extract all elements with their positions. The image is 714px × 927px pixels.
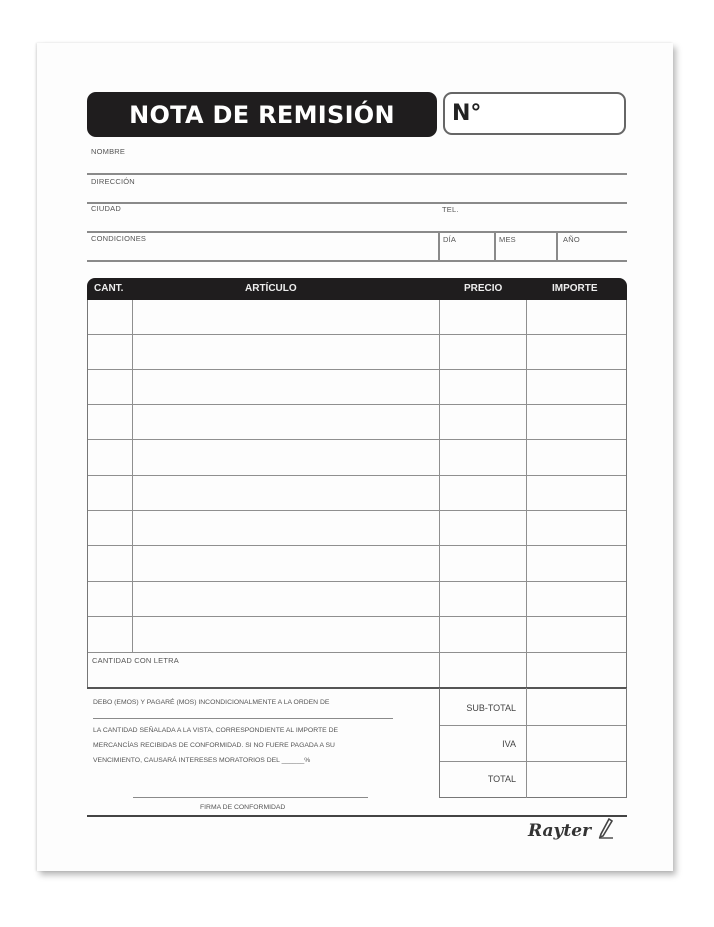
table-row[interactable] [88,616,626,617]
table-row[interactable] [88,545,626,546]
table-row[interactable] [88,334,626,335]
table-row[interactable] [88,439,626,440]
nombre-label: NOMBRE [91,147,126,156]
direccion-line[interactable] [87,202,627,204]
col-cant: CANT. [94,283,124,294]
totals-box [439,688,627,798]
tel-label: TEL. [442,205,459,214]
ciudad-label: CIUDAD [91,204,121,213]
brand-name: Rayter [528,821,592,841]
date-divider [556,232,558,260]
date-divider [494,232,496,260]
col-divider [526,688,527,798]
table-row[interactable] [88,510,626,511]
pagare-line-2: LA CANTIDAD SEÑALADA A LA VISTA, CORRESPONDIENTE AL IMPORTE DE [93,727,339,734]
date-divider [438,232,440,260]
items-table-header [87,278,627,300]
signature-line[interactable] [133,797,368,798]
col-divider [439,300,440,688]
col-importe: IMPORTE [552,283,598,294]
subtotal-label: SUB-TOTAL [466,703,516,713]
signature-label: FIRMA DE CONFORMIDAD [200,804,286,811]
condiciones-label: CONDICIONES [91,234,147,243]
pen-icon [597,818,615,840]
total-label: TOTAL [487,774,516,784]
table-row[interactable] [88,652,626,653]
direccion-label: DIRECCIÓN [91,177,135,186]
col-precio: PRECIO [464,283,503,294]
brand-logo [528,818,615,841]
form-title: NOTA DE REMISIÓN [87,92,437,137]
footer-rule [87,815,627,817]
col-divider [526,300,527,688]
ciudad-line[interactable] [87,231,627,233]
totals-row-divider [440,761,626,762]
folio-number-label: N° [452,101,482,126]
dia-label: DÍA [443,235,457,244]
table-row[interactable] [88,369,626,370]
cantidad-con-letra-label: CANTIDAD CON LETRA [92,656,179,665]
mes-label: MES [499,235,516,244]
items-table [87,300,627,688]
table-row[interactable] [88,475,626,476]
pagare-line-1: DEBO (EMOS) Y PAGARÉ (MOS) INCONDICIONALMENTE A LA ORDEN DE [93,699,330,706]
totals-row-divider [440,725,626,726]
condiciones-line[interactable] [87,260,627,262]
anio-label: AÑO [563,235,580,244]
nombre-line[interactable] [87,173,627,175]
pagare-line-3: MERCANCÍAS RECIBIDAS DE CONFORMIDAD. SI NO FUERE PAGADA A SU [93,742,335,749]
table-row[interactable] [88,581,626,582]
pagare-line-4: VENCIMIENTO, CAUSARÁ INTERESES MORATORIOS DEL ______% [93,757,311,764]
iva-label: IVA [502,739,516,749]
col-articulo: ARTÍCULO [245,283,297,294]
orden-de-line[interactable] [93,718,393,719]
table-row[interactable] [88,404,626,405]
folio-number-box[interactable] [443,92,626,135]
